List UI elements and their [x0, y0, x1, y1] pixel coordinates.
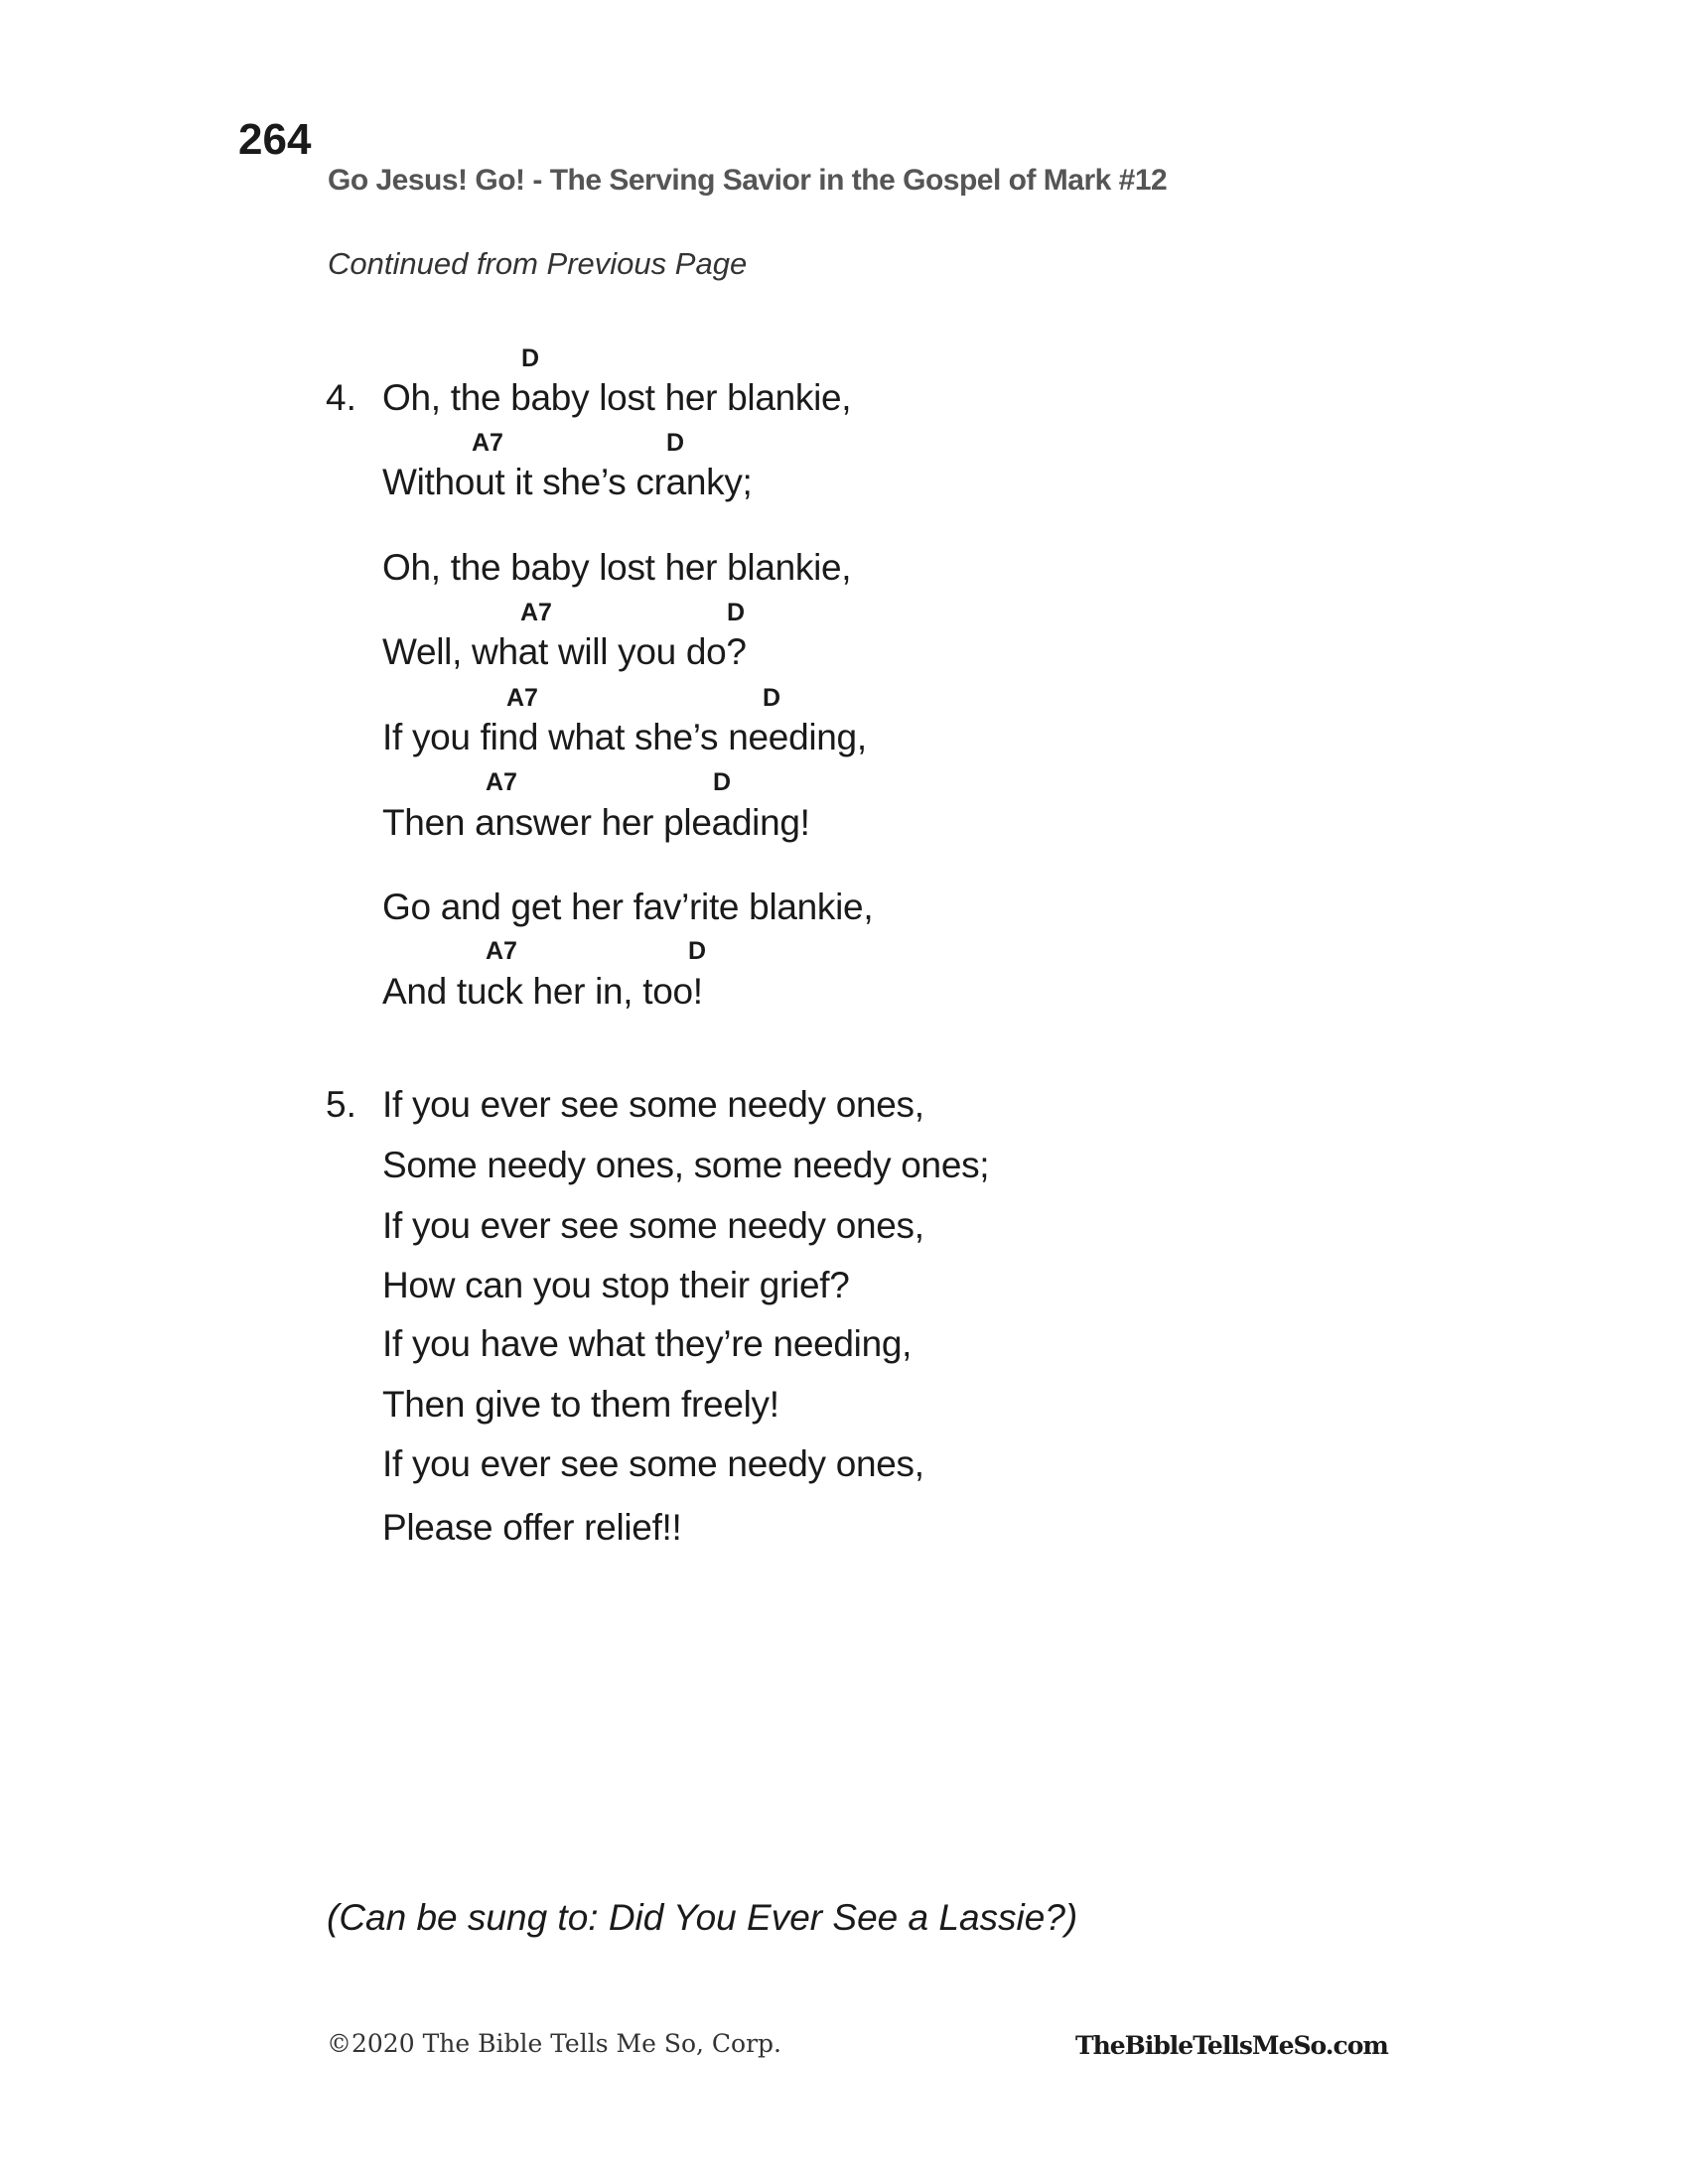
lyric-line: Then answer her pleading!: [382, 802, 810, 843]
lyric-line: If you have what they’re needing,: [382, 1323, 913, 1364]
lyric-line: If you ever see some needy ones,: [382, 1084, 924, 1125]
chord: D: [688, 937, 707, 965]
song-title: Go Jesus! Go! - The Serving Savior in the Gospel of Mark #12: [328, 164, 1168, 197]
lyric-line: Oh, the baby lost her blankie,: [382, 377, 852, 418]
lyric-line: Go and get her fav’rite blankie,: [382, 887, 874, 927]
chord: A7: [506, 684, 538, 712]
lyric-line: And tuck her in, too!: [382, 971, 703, 1012]
chord: D: [763, 684, 781, 712]
lyric-line: Well, what will you do?: [382, 631, 747, 672]
continued-note: Continued from Previous Page: [328, 246, 748, 281]
chord: A7: [520, 599, 552, 626]
page-number: 264: [238, 115, 312, 164]
lyric-line: If you ever see some needy ones,: [382, 1443, 924, 1484]
chord: D: [666, 429, 685, 457]
lyric-line: How can you stop their grief?: [382, 1265, 850, 1305]
chord: D: [713, 768, 732, 796]
verse-number: 4.: [326, 377, 356, 418]
chord: A7: [472, 429, 503, 457]
lyric-line: If you find what she’s needing,: [382, 717, 867, 757]
tune-note: (Can be sung to: Did You Ever See a Lassie?): [327, 1897, 1078, 1938]
chord: A7: [486, 937, 517, 965]
copyright: ©2020 The Bible Tells Me So, Corp.: [327, 2029, 781, 2058]
verse-number: 5.: [326, 1084, 356, 1125]
chord: D: [521, 344, 540, 372]
lyric-line: Please offer relief!!: [382, 1507, 682, 1548]
website: TheBibleTellsMeSo.com: [1075, 2031, 1388, 2060]
lyric-line: Oh, the baby lost her blankie,: [382, 547, 852, 588]
lyric-line: If you ever see some needy ones,: [382, 1205, 924, 1246]
chord: D: [727, 599, 746, 626]
lyric-line: Some needy ones, some needy ones;: [382, 1145, 990, 1185]
chord: A7: [486, 768, 517, 796]
lyric-line: Without it she’s cranky;: [382, 462, 753, 502]
lyric-line: Then give to them freely!: [382, 1384, 779, 1425]
